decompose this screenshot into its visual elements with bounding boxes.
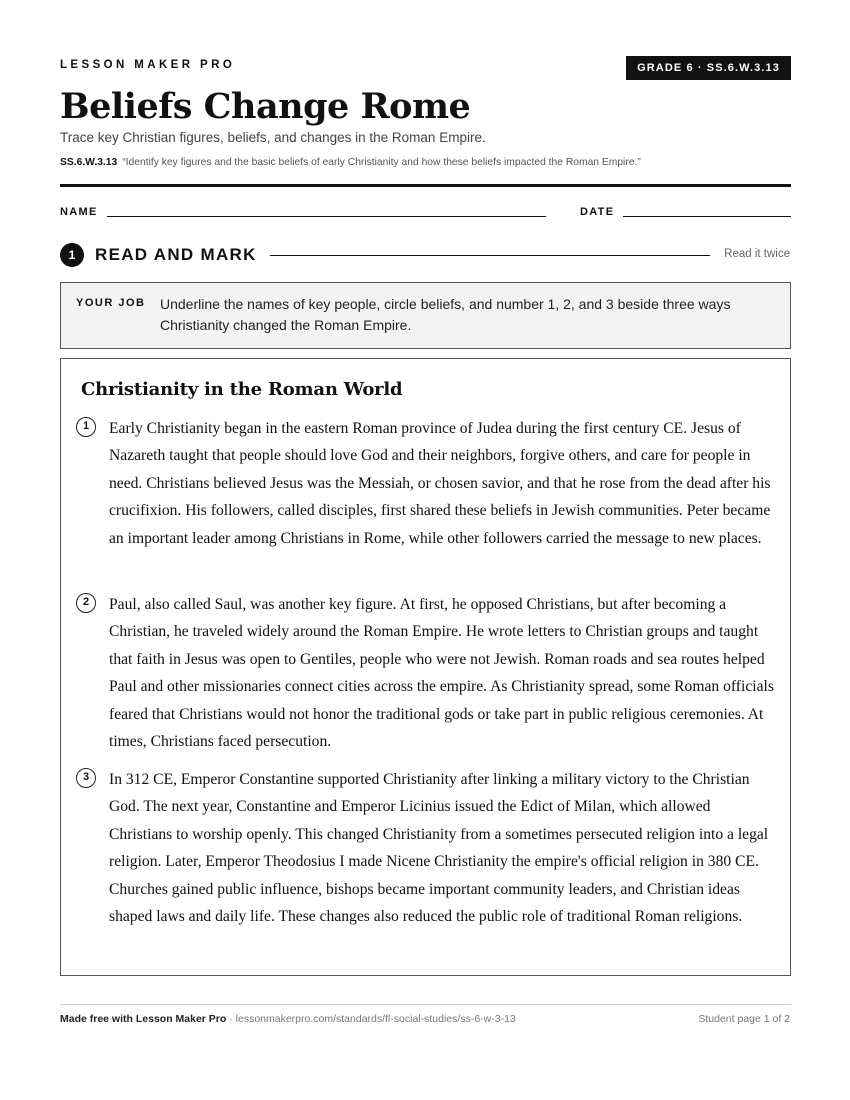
date-label: DATE — [580, 206, 615, 218]
paragraph-text: Paul, also called Saul, was another key figure. At first, he opposed Christians, but after becoming a Christian, he traveled widely around the Roman Empire. He wrote letters to Christian groups and taught that faith in Jesus was open to Gentiles, people who were not Jewish. Roman roads and sea routes helped Paul and other missionaries connect cities across the empire. As Christianity spread, some Roman officials feared that Christians would not honor the traditional gods or take part in public religious ceremonies. At times, Christians faced persecution. — [109, 596, 774, 751]
standard-line — [60, 157, 641, 168]
instructions-label: YOUR JOB — [76, 297, 146, 309]
footer-url[interactable]: · lessonmakerpro.com/standards/fl-social-studies/ss-6-w-3-13 — [226, 1013, 516, 1025]
paragraph-number: 2 — [76, 593, 96, 613]
section-note: Read it twice — [724, 248, 790, 260]
name-label: NAME — [60, 206, 98, 218]
section-rule — [270, 255, 710, 256]
date-field-line[interactable] — [623, 216, 791, 217]
paragraph-text: Early Christianity began in the eastern Roman province of Judea during the first century CE. Jesus of Nazareth taught that people should love God and their neighbors, forgive others, and care for people in need. Christians believed Jesus was the Messiah, or chosen savior, and that he rose from the dead after his crucifixion. His followers, called disciples, first shared these beliefs in Jewish communities. Peter became an important leader among Christians in Rome, while other followers carried the message to new places. — [109, 420, 771, 547]
paragraph-number: 3 — [76, 768, 96, 788]
standard-text: “Identify key figures and the basic beliefs of early Christianity and how these beliefs impacted the Roman Empire.” — [122, 157, 641, 168]
instructions-box — [60, 282, 791, 349]
grade-standard-badge: GRADE 6 · SS.6.W.3.13 — [626, 56, 791, 80]
reading-title: Christianity in the Roman World — [81, 379, 403, 400]
paragraph-text: In 312 CE, Emperor Constantine supported Christianity after linking a military victory to the Christian God. The next year, Constantine and Emperor Licinius issued the Edict of Milan, which allowed Christians to worship openly. This changed Christianity from a sometimes persecuted religion into a legal religion. Later, Emperor Theodosius I made Nicene Christianity the empire's official religion in 380 CE. Churches gained public influence, bishops became important community leaders, and Christian ideas shaped laws and daily life. These changes also reduced the public role of traditional Roman religions. — [109, 771, 769, 926]
page-title: Beliefs Change Rome — [60, 86, 471, 127]
footer-page-number: Student page 1 of 2 — [698, 1013, 790, 1025]
brand-name: LESSON MAKER PRO — [60, 59, 236, 71]
section-title: READ AND MARK — [95, 245, 257, 264]
worksheet-header — [60, 56, 791, 80]
standard-code: SS.6.W.3.13 — [60, 157, 118, 168]
header-divider — [60, 184, 791, 187]
reading-passage-box — [60, 358, 791, 976]
page-subtitle: Trace key Christian figures, beliefs, and changes in the Roman Empire. — [60, 130, 486, 145]
paragraph-number: 1 — [76, 417, 96, 437]
footer-made-with: Made free with Lesson Maker Pro — [60, 1013, 227, 1025]
instructions-text: Underline the names of key people, circle beliefs, and number 1, 2, and 3 beside three ways Christianity changed the Roman Empire. — [160, 296, 731, 333]
name-field-line[interactable] — [107, 216, 546, 217]
section-number-badge: 1 — [60, 243, 84, 267]
footer-credit — [60, 1013, 516, 1025]
footer-divider — [60, 1004, 791, 1005]
